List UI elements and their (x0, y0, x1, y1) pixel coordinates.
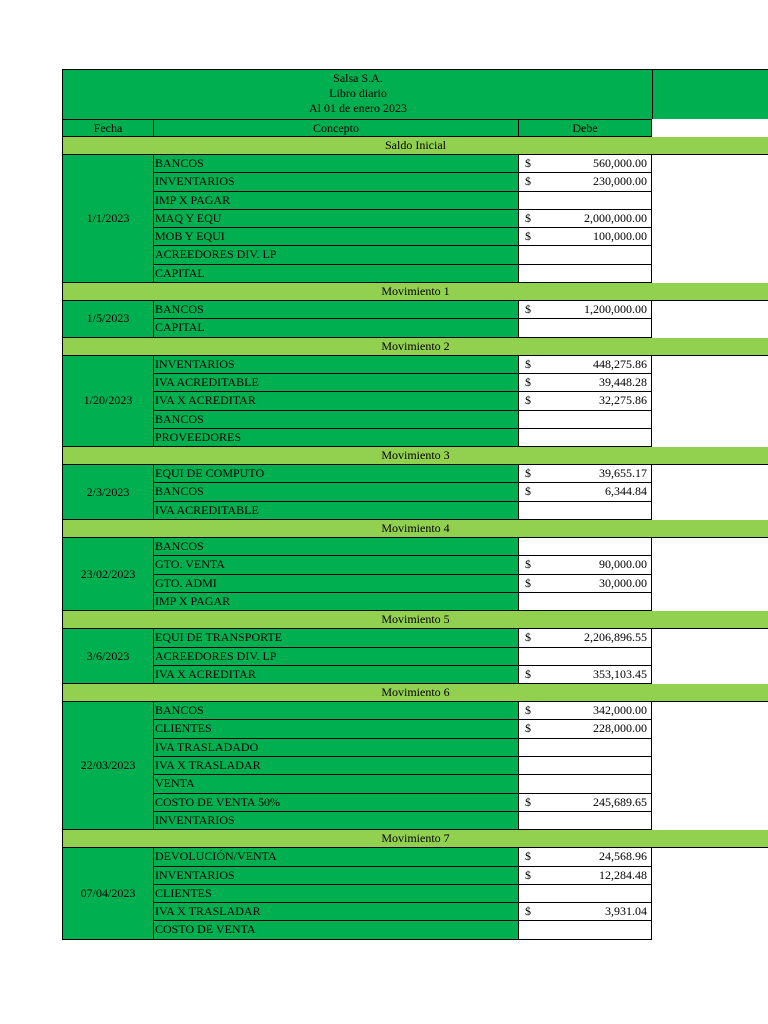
concept-cell[interactable]: IVA X TRASLADAR (154, 903, 519, 921)
journal-entry (62, 155, 768, 283)
debe-amount: 448,275.86 (593, 356, 647, 371)
debe-amount: 24,568.96 (599, 849, 647, 864)
journal-entry (62, 629, 768, 684)
column-header-debe[interactable]: Debe (519, 119, 652, 137)
debe-cell[interactable] (519, 301, 652, 319)
concept-cell[interactable]: IMP X PAGAR (154, 593, 519, 611)
debe-cell[interactable] (519, 192, 652, 210)
concept-cell[interactable]: GTO. ADMI (154, 575, 519, 593)
table-row (154, 411, 652, 429)
entry-date[interactable]: 3/6/2023 (62, 629, 154, 684)
debe-cell[interactable] (519, 575, 652, 593)
currency-symbol: $ (525, 302, 531, 317)
concept-cell[interactable]: INVENTARIOS (154, 356, 519, 374)
journal-entry (62, 301, 768, 338)
debe-cell[interactable] (519, 538, 652, 556)
section-title: Movimiento 1 (381, 284, 450, 299)
section-header (62, 684, 768, 702)
debe-cell[interactable] (519, 739, 652, 757)
concept-cell[interactable]: IVA TRASLADADO (154, 739, 519, 757)
debe-cell[interactable] (519, 173, 652, 191)
debe-amount: 228,000.00 (593, 721, 647, 736)
journal-entry (62, 848, 768, 939)
entry-date[interactable]: 07/04/2023 (62, 848, 154, 939)
debe-cell[interactable] (519, 392, 652, 410)
section-header (62, 520, 768, 538)
debe-amount: 6,344.84 (605, 484, 647, 499)
concept-cell[interactable]: CLIENTES (154, 885, 519, 903)
debe-cell[interactable] (519, 429, 652, 447)
section-header (62, 283, 768, 301)
entry-date[interactable]: 22/03/2023 (62, 702, 154, 830)
concept-cell[interactable]: COSTO DE VENTA (154, 921, 519, 939)
section-title: Movimiento 6 (381, 685, 450, 700)
debe-amount: 90,000.00 (599, 557, 647, 572)
table-row (154, 757, 652, 775)
concept-cell[interactable]: INVENTARIOS (154, 173, 519, 191)
debe-amount: 2,206,896.55 (584, 630, 647, 645)
table-row (154, 246, 652, 264)
table-row (154, 794, 652, 812)
report-title: Libro diario (329, 86, 387, 100)
debe-cell[interactable] (519, 666, 652, 684)
concept-cell[interactable]: IVA ACREDITABLE (154, 374, 519, 392)
debe-cell[interactable] (519, 593, 652, 611)
report-date: Al 01 de enero 2023 (309, 101, 407, 115)
currency-symbol: $ (525, 393, 531, 408)
currency-symbol: $ (525, 356, 531, 371)
concept-cell[interactable]: BANCOS (154, 411, 519, 429)
debe-amount: 560,000.00 (593, 156, 647, 170)
currency-symbol: $ (525, 229, 531, 244)
table-row (154, 301, 652, 319)
concept-cell[interactable]: INVENTARIOS (154, 867, 519, 885)
table-row (154, 556, 652, 574)
section-title: Movimiento 7 (381, 831, 450, 846)
table-row (154, 575, 652, 593)
debe-amount: 245,689.65 (593, 794, 647, 809)
table-row (154, 265, 652, 283)
table-row (154, 429, 652, 447)
debe-amount: 32,275.86 (599, 393, 647, 408)
debe-cell[interactable] (519, 465, 652, 483)
currency-symbol: $ (525, 721, 531, 736)
concept-cell[interactable]: VENTA (154, 775, 519, 793)
currency-symbol: $ (525, 703, 531, 718)
debe-cell[interactable] (519, 812, 652, 830)
concept-cell[interactable]: BANCOS (154, 702, 519, 720)
debe-cell[interactable] (519, 319, 652, 337)
debe-cell[interactable] (519, 155, 652, 173)
table-row (154, 702, 652, 720)
table-row (154, 192, 652, 210)
currency-symbol: $ (525, 374, 531, 389)
company-name: Salsa S.A. (333, 71, 383, 85)
table-row (154, 392, 652, 410)
table-row (154, 155, 652, 173)
table-row (154, 885, 652, 903)
table-row (154, 483, 652, 501)
concept-cell[interactable]: IVA X TRASLADAR (154, 757, 519, 775)
currency-symbol: $ (525, 575, 531, 590)
journal-entry (62, 702, 768, 830)
section-title: Movimiento 5 (381, 612, 450, 627)
section-header (62, 447, 768, 465)
currency-symbol: $ (525, 557, 531, 572)
table-row (154, 812, 652, 830)
entry-date[interactable]: 23/02/2023 (62, 538, 154, 611)
table-row (154, 720, 652, 738)
table-row (154, 356, 652, 374)
concept-cell[interactable]: INVENTARIOS (154, 812, 519, 830)
table-row (154, 921, 652, 939)
concept-cell[interactable]: PROVEEDORES (154, 429, 519, 447)
currency-symbol: $ (525, 156, 531, 170)
debe-amount: 30,000.00 (599, 575, 647, 590)
currency-symbol: $ (525, 904, 531, 919)
debe-amount: 1,200,000.00 (584, 302, 647, 317)
debe-cell[interactable] (519, 757, 652, 775)
currency-symbol: $ (525, 484, 531, 499)
debe-cell[interactable] (519, 903, 652, 921)
table-row (154, 903, 652, 921)
table-row (154, 666, 652, 684)
entry-date[interactable]: 1/20/2023 (62, 356, 154, 447)
debe-cell[interactable] (519, 265, 652, 283)
currency-symbol: $ (525, 794, 531, 809)
table-row (154, 848, 652, 866)
concept-cell[interactable]: BANCOS (154, 483, 519, 501)
section-title: Saldo Inicial (385, 138, 446, 152)
debe-amount: 39,448.28 (599, 374, 647, 389)
concept-cell[interactable]: BANCOS (154, 155, 519, 173)
debe-cell[interactable] (519, 246, 652, 264)
entry-date[interactable]: 2/3/2023 (62, 465, 154, 520)
debe-cell[interactable] (519, 356, 652, 374)
column-header-concepto[interactable]: Concepto (154, 119, 519, 137)
concept-cell[interactable]: CAPITAL (154, 319, 519, 337)
debe-cell[interactable] (519, 867, 652, 885)
debe-cell[interactable] (519, 629, 652, 647)
debe-cell[interactable] (519, 848, 652, 866)
debe-amount: 3,931.04 (605, 904, 647, 919)
section-title: Movimiento 4 (381, 521, 450, 536)
currency-symbol: $ (525, 466, 531, 481)
debe-cell[interactable] (519, 210, 652, 228)
column-headers (62, 119, 768, 137)
table-row (154, 319, 652, 337)
table-row (154, 867, 652, 885)
debe-cell[interactable] (519, 921, 652, 939)
concept-cell[interactable]: EQUI DE COMPUTO (154, 465, 519, 483)
debe-cell[interactable] (519, 483, 652, 501)
entry-date[interactable]: 1/1/2023 (62, 155, 154, 283)
journal-sheet (62, 69, 768, 940)
section-header (62, 338, 768, 356)
debe-cell[interactable] (519, 502, 652, 520)
journal-entry (62, 356, 768, 447)
concept-cell[interactable]: BANCOS (154, 538, 519, 556)
concept-cell[interactable]: IVA X ACREDITAR (154, 666, 519, 684)
currency-symbol: $ (525, 174, 531, 189)
concept-cell[interactable]: MAQ Y EQU (154, 210, 519, 228)
concept-cell[interactable]: DEVOLUCIÓN/VENTA (154, 848, 519, 866)
table-row (154, 465, 652, 483)
section-title: Movimiento 2 (381, 338, 450, 353)
debe-cell[interactable] (519, 794, 652, 812)
section-header (62, 830, 768, 848)
concept-cell[interactable]: MOB Y EQUI (154, 228, 519, 246)
concept-cell[interactable]: EQUI DE TRANSPORTE (154, 629, 519, 647)
table-row (154, 228, 652, 246)
table-row (154, 374, 652, 392)
table-row (154, 538, 652, 556)
section-title: Movimiento 3 (381, 448, 450, 463)
section-header (62, 137, 768, 155)
table-row (154, 502, 652, 520)
currency-symbol: $ (525, 867, 531, 882)
debe-amount: 100,000.00 (593, 229, 647, 244)
journal-entry (62, 465, 768, 520)
concept-cell[interactable]: ACREEDORES DIV. LP (154, 246, 519, 264)
debe-cell[interactable] (519, 556, 652, 574)
debe-amount: 353,103.45 (593, 666, 647, 681)
table-row (154, 593, 652, 611)
debe-amount: 2,000,000.00 (584, 210, 647, 225)
report-header (62, 69, 768, 119)
currency-symbol: $ (525, 630, 531, 645)
currency-symbol: $ (525, 210, 531, 225)
concept-cell[interactable]: CAPITAL (154, 265, 519, 283)
section-header (62, 611, 768, 629)
entry-date[interactable]: 1/5/2023 (62, 301, 154, 338)
column-header-fecha[interactable]: Fecha (62, 119, 154, 137)
table-row (154, 629, 652, 647)
journal-body (62, 137, 768, 940)
table-row (154, 210, 652, 228)
concept-cell[interactable]: COSTO DE VENTA 50% (154, 794, 519, 812)
table-row (154, 739, 652, 757)
journal-entry (62, 538, 768, 611)
debe-cell[interactable] (519, 720, 652, 738)
table-row (154, 173, 652, 191)
debe-amount: 12,284.48 (599, 867, 647, 882)
debe-cell[interactable] (519, 374, 652, 392)
debe-cell[interactable] (519, 228, 652, 246)
debe-cell[interactable] (519, 411, 652, 429)
currency-symbol: $ (525, 849, 531, 864)
concept-cell[interactable]: ACREEDORES DIV. LP (154, 648, 519, 666)
table-row (154, 775, 652, 793)
concept-cell[interactable]: CLIENTES (154, 720, 519, 738)
concept-cell[interactable]: BANCOS (154, 301, 519, 319)
debe-cell[interactable] (519, 775, 652, 793)
debe-amount: 39,655.17 (599, 466, 647, 481)
table-row (154, 648, 652, 666)
concept-cell[interactable]: GTO. VENTA (154, 556, 519, 574)
debe-cell[interactable] (519, 885, 652, 903)
concept-cell[interactable]: IMP X PAGAR (154, 192, 519, 210)
debe-cell[interactable] (519, 702, 652, 720)
debe-amount: 230,000.00 (593, 174, 647, 189)
currency-symbol: $ (525, 666, 531, 681)
concept-cell[interactable]: IVA ACREDITABLE (154, 502, 519, 520)
concept-cell[interactable]: IVA X ACREDITAR (154, 392, 519, 410)
debe-amount: 342,000.00 (593, 703, 647, 718)
debe-cell[interactable] (519, 648, 652, 666)
